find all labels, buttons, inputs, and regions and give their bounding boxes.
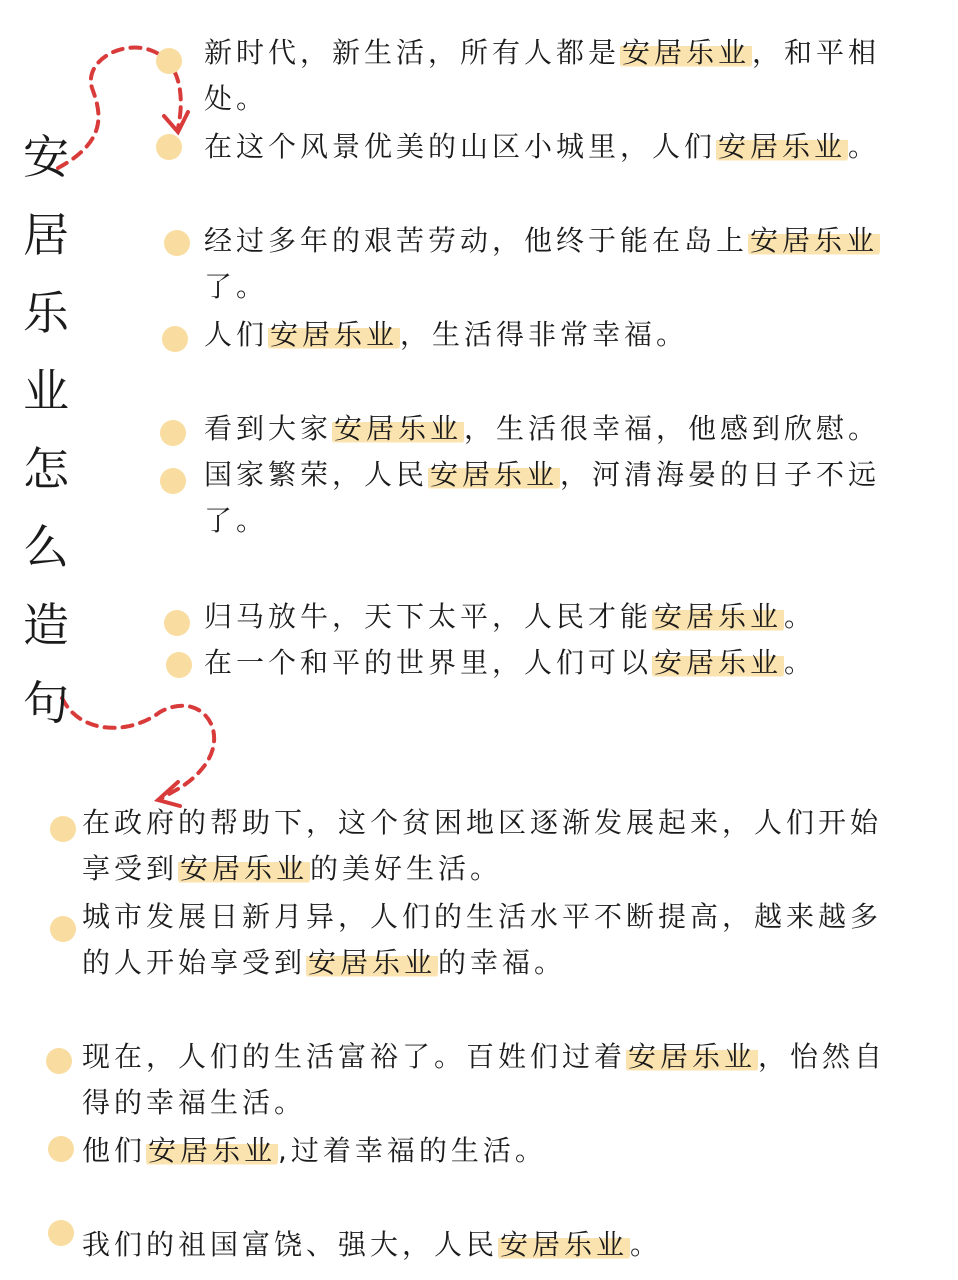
highlight-phrase: 安居乐业 [622, 36, 751, 69]
title-char: 业 [23, 364, 69, 418]
sentence-text: 在政府的帮助下，这个贫困地区逐渐发展起来，人们开始享受到安居乐业的美好生活。 [82, 806, 883, 885]
sentence-text: 在一个和平的世界里，人们可以安居乐业。 [204, 646, 817, 679]
highlight-phrase: 安居乐业 [500, 1228, 629, 1261]
sentence-item [204, 312, 924, 358]
title-char: 安 [23, 130, 69, 184]
title-char: 乐 [23, 286, 69, 340]
sentence-text: 国家繁荣，人民安居乐业，河清海晏的日子不远了。 [204, 458, 881, 537]
sentence-text: 新时代，新生活，所有人都是安居乐业，和平相处。 [204, 36, 881, 115]
sentence-text: 在这个风景优美的山区小城里，人们安居乐业。 [204, 130, 881, 163]
title-char: 造 [23, 598, 69, 652]
bullet-dot [46, 1048, 72, 1074]
sentence-item [204, 218, 924, 310]
sentence-text: 城市发展日新月异，人们的生活水平不断提高，越来越多的人开始享受到安居乐业的幸福。 [82, 900, 883, 979]
sentence-item [82, 800, 912, 892]
sentence-text: 看到大家安居乐业，生活很幸福，他感到欣慰。 [204, 412, 881, 445]
highlight-phrase: 安居乐业 [308, 946, 437, 979]
sentence-text: 经过多年的艰苦劳动，他终于能在岛上安居乐业了。 [204, 224, 879, 303]
sentence-item [204, 594, 924, 640]
highlight-phrase: 安居乐业 [718, 130, 847, 163]
sentence-item [204, 30, 924, 122]
bullet-dot [164, 610, 190, 636]
bullet-dot [160, 420, 186, 446]
arrowhead-top [164, 112, 188, 132]
bullet-dot [156, 48, 182, 74]
sentence-item [82, 894, 912, 986]
sentence-text: 人们安居乐业，生活得非常幸福。 [204, 318, 689, 351]
dashed-arrow-bottom [62, 698, 214, 798]
sentence-text: 归马放牛，天下太平，人民才能安居乐业。 [204, 600, 817, 633]
highlight-phrase: 安居乐业 [654, 646, 783, 679]
sentence-item [82, 1128, 912, 1174]
bullet-dot [166, 652, 192, 678]
sentence-text: 现在，人们的生活富裕了。百姓们过着安居乐业，怡然自得的幸福生活。 [82, 1040, 887, 1119]
sentence-item [204, 452, 924, 544]
sentence-text: 我们的祖国富饶、强大，人民安居乐业。 [82, 1228, 663, 1261]
sentence-item [204, 406, 924, 452]
bullet-dot [164, 230, 190, 256]
highlight-phrase: 安居乐业 [628, 1040, 757, 1073]
bullet-dot [48, 1136, 74, 1162]
highlight-phrase: 安居乐业 [180, 852, 309, 885]
sentence-item [82, 1034, 912, 1126]
sentence-text: 他们安居乐业,过着幸福的生活。 [82, 1134, 547, 1167]
title-char: 怎 [23, 442, 69, 496]
bullet-dot [162, 326, 188, 352]
bullet-dot [156, 134, 182, 160]
sentence-item [82, 1222, 912, 1268]
highlight-phrase: 安居乐业 [654, 600, 783, 633]
highlight-phrase: 安居乐业 [334, 412, 463, 445]
bullet-dot [50, 816, 76, 842]
sentence-item [204, 640, 924, 686]
highlight-phrase: 安居乐业 [750, 224, 879, 257]
bullet-dot [48, 1220, 74, 1246]
title-char: 居 [23, 208, 69, 262]
title-char: 句 [23, 676, 69, 730]
title-char: 么 [23, 520, 69, 574]
highlight-phrase: 安居乐业 [148, 1134, 277, 1167]
highlight-phrase: 安居乐业 [270, 318, 399, 351]
bullet-dot [50, 916, 76, 942]
sentence-item [204, 124, 924, 170]
bullet-dot [160, 468, 186, 494]
page-title [18, 118, 74, 742]
highlight-phrase: 安居乐业 [430, 458, 559, 491]
